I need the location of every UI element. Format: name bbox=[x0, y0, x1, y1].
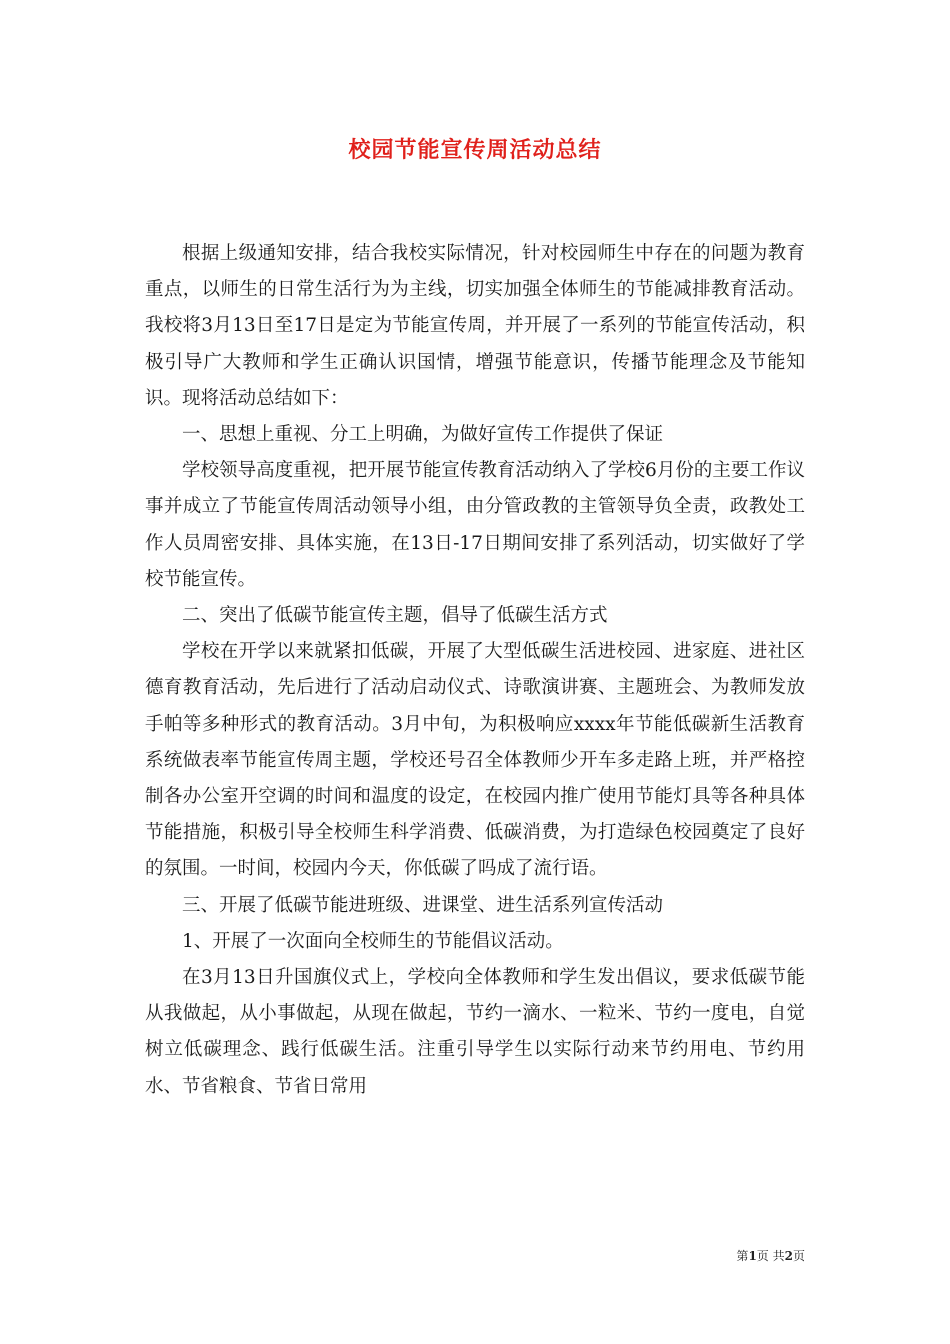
page-footer bbox=[0, 1248, 805, 1264]
section-heading-1: 一、思想上重视、分工上明确，为做好宣传工作提供了保证 bbox=[182, 424, 664, 446]
section-heading-3: 三、开展了低碳节能进班级、进课堂、进生活系列宣传活动 bbox=[182, 894, 664, 916]
footer-prefix: 第 bbox=[736, 1249, 749, 1263]
document-body bbox=[145, 236, 805, 1105]
paragraph-section-2: 学校在开学以来就紧扣低碳，开展了大型低碳生活进校园、进家庭、进社区德育教育活动，先后进行了活动启动仪式、诗歌演讲赛、主题班会、为教师发放手帕等多种形式的教育活动。3月中旬，为积极响应xxxx年节能低碳新生活教育系统做表率节能宣传周主题，学校还号召全体教师少开车多走路上班，并严格控制各办公室开空调的时间和温度的设定，在校园内推广使用节能灯具等各种具体节能措施，积极引导全校师生科学消费、低碳消费，为打造绿色校园奠定了良好的氛围。一时间，校园内今天，你低碳了吗成了流行语。 bbox=[145, 641, 805, 880]
footer-total-pages: 2 bbox=[784, 1249, 793, 1263]
footer-middle: 页 共 bbox=[756, 1249, 785, 1263]
footer-current-page: 1 bbox=[748, 1249, 757, 1263]
paragraph-section-1: 学校领导高度重视，把开展节能宣传教育活动纳入了学校6月份的主要工作议事并成立了节能宣传周活动领导小组，由分管政教的主管领导负全责，政教处工作人员周密安排、具体实施，在13日-17日期间安排了系列活动，切实做好了学校节能宣传。 bbox=[145, 460, 805, 590]
paragraph-section-3-1: 在3月13日升国旗仪式上，学校向全体教师和学生发出倡议，要求低碳节能从我做起，从小事做起，从现在做起，节约一滴水、一粒米、节约一度电，自觉树立低碳理念、践行低碳生活。注重引导学生以实际行动来节约用电、节约用水、节省粮食、节省日常用 bbox=[145, 967, 805, 1097]
footer-suffix: 页 bbox=[792, 1249, 805, 1263]
section-heading-2: 二、突出了低碳节能宣传主题，倡导了低碳生活方式 bbox=[182, 605, 608, 627]
document-title: 校园节能宣传周活动总结 bbox=[348, 137, 602, 163]
paragraph-intro: 根据上级通知安排，结合我校实际情况，针对校园师生中存在的问题为教育重点，以师生的日常生活行为为主线，切实加强全体师生的节能减排教育活动。我校将3月13日至17日是定为节能宣传周，并开展了一系列的节能宣传活动，积极引导广大教师和学生正确认识国情，增强节能意识，传播节能理念及节能知识。现将活动总结如下： bbox=[145, 243, 805, 409]
subheading-3-1: 1、开展了一次面向全校师生的节能倡议活动。 bbox=[182, 930, 564, 952]
